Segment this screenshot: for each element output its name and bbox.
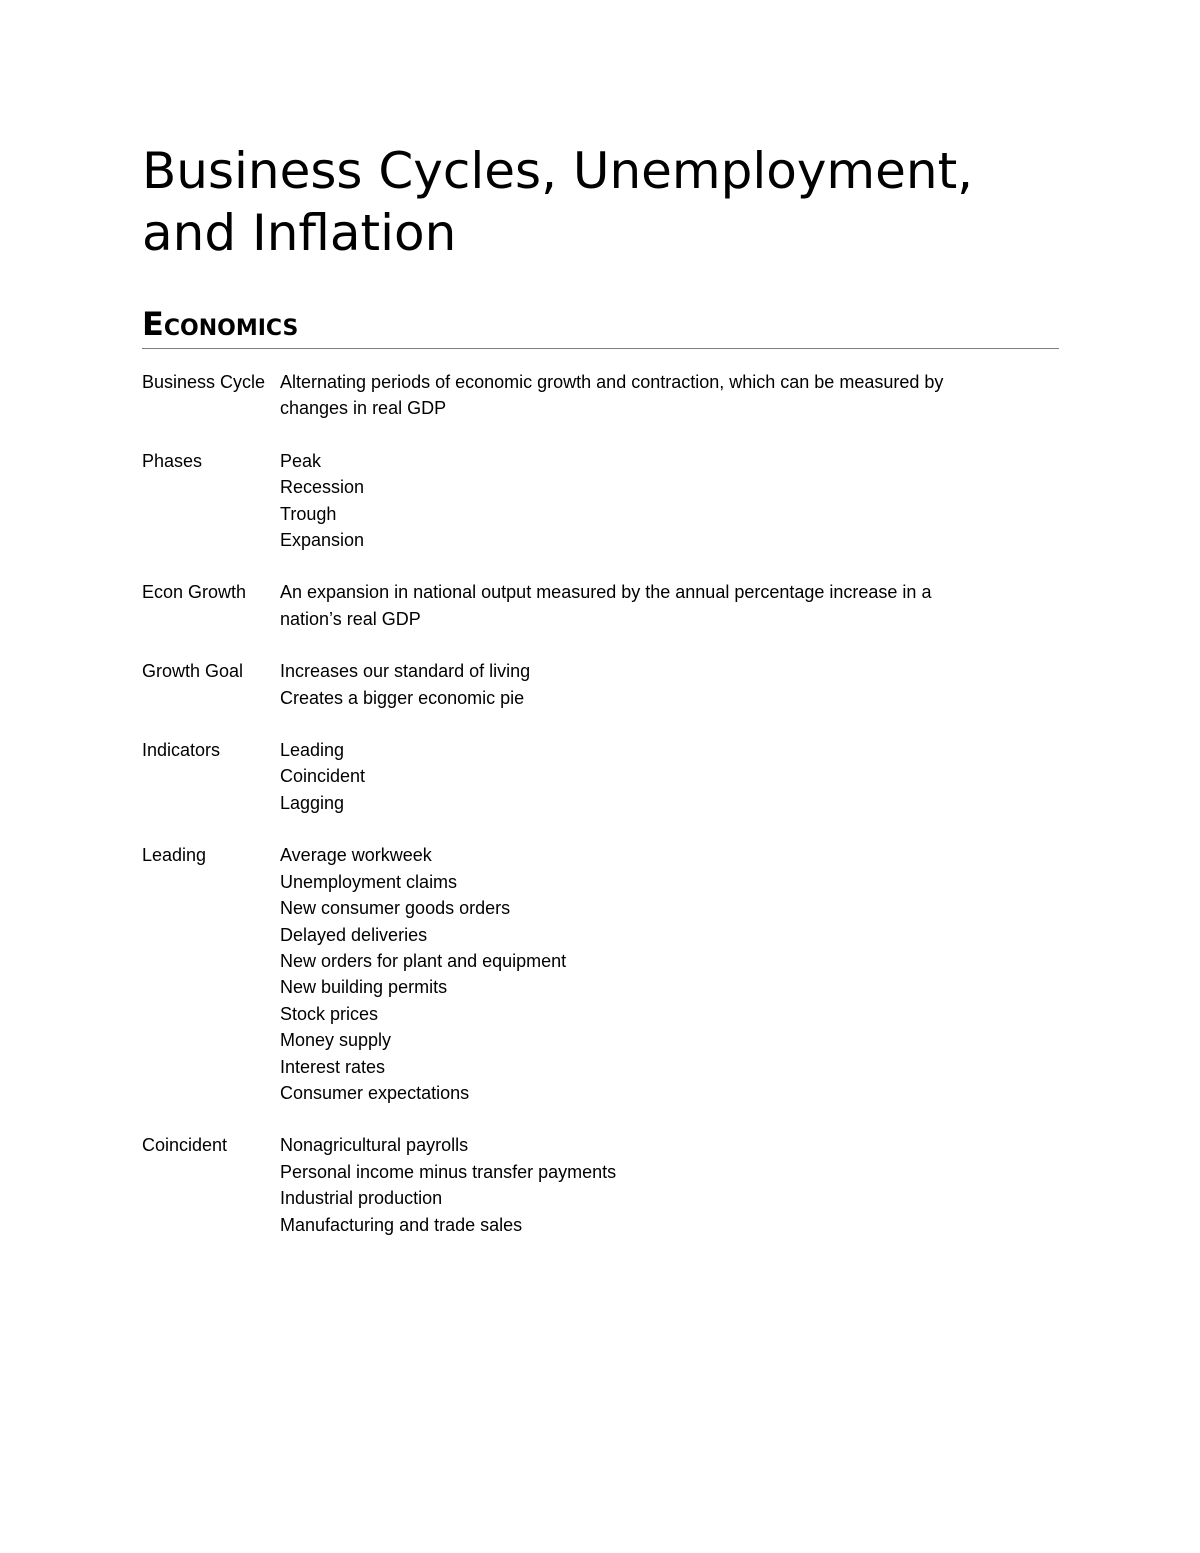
- section-heading: Economics: [142, 304, 1059, 349]
- term-definition-line: Peak: [280, 450, 322, 471]
- term-label: Business Cycle: [142, 372, 266, 392]
- term-definition-line: Delayed deliveries: [280, 924, 428, 945]
- term-definition-line: New building permits: [280, 977, 448, 998]
- term-label: Phases: [142, 450, 203, 471]
- term-definition-line: Money supply: [280, 1030, 392, 1051]
- term-definition-line: Personal income minus transfer payments: [280, 1161, 617, 1182]
- term-label: Growth Goal: [142, 661, 244, 682]
- term-definition-line: Alternating periods of economic growth and contraction, which can be measured by: [280, 372, 944, 392]
- term-definition-line: Unemployment claims: [280, 871, 458, 892]
- term-definition-line: Lagging: [280, 792, 345, 813]
- term-label: Leading: [142, 845, 207, 866]
- term-row: [142, 448, 1059, 554]
- term-definition: [280, 369, 1059, 422]
- term-definition-line: Consumer expectations: [280, 1082, 470, 1103]
- term-definition-line: New orders for plant and equipment: [280, 950, 567, 971]
- term-label: Coincident: [142, 1135, 228, 1156]
- term-definition-line: Expansion: [280, 530, 365, 551]
- term-definition-line: Increases our standard of living: [280, 661, 531, 682]
- term-definition-line: New consumer goods orders: [280, 898, 511, 919]
- term-definition-line: Creates a bigger economic pie: [280, 687, 525, 708]
- document-title-line-2: and Inflation: [142, 204, 457, 262]
- term-definition: [280, 842, 1059, 1106]
- term-definition-line: Trough: [280, 503, 337, 524]
- term-definition-line: An expansion in national output measured by the annual percentage increase in a: [280, 582, 932, 603]
- document-title: [142, 140, 1059, 264]
- term-definition: [280, 1132, 1059, 1238]
- term-row: [142, 842, 1059, 1106]
- term-row: [142, 579, 1059, 632]
- terms-list: [142, 369, 1059, 1238]
- term-definition-line: Interest rates: [280, 1056, 386, 1077]
- term-definition-line: Stock prices: [280, 1003, 379, 1024]
- document-page: [142, 140, 1059, 1264]
- document-title-line-1: Business Cycles, Unemployment,: [142, 142, 974, 200]
- term-definition-line: Recession: [280, 477, 365, 498]
- term-definition-line: Average workweek: [280, 845, 432, 866]
- term-definition: [280, 737, 1059, 816]
- term-definition-line: Nonagricultural payrolls: [280, 1135, 469, 1156]
- term-label: Indicators: [142, 740, 221, 761]
- term-definition-line: Coincident: [280, 766, 366, 787]
- term-definition-line: changes in real GDP: [280, 398, 447, 419]
- term-definition-line: Leading: [280, 740, 345, 761]
- term-definition-line: Industrial production: [280, 1188, 443, 1209]
- term-row: [142, 369, 1059, 422]
- term-label: Econ Growth: [142, 582, 247, 603]
- term-definition: [280, 658, 1059, 711]
- term-definition-line: Manufacturing and trade sales: [280, 1214, 523, 1235]
- term-definition-line: nation’s real GDP: [280, 608, 421, 629]
- term-definition: [280, 448, 1059, 554]
- term-row: [142, 737, 1059, 816]
- term-row: [142, 658, 1059, 711]
- term-definition: [280, 579, 1059, 632]
- term-row: [142, 1132, 1059, 1238]
